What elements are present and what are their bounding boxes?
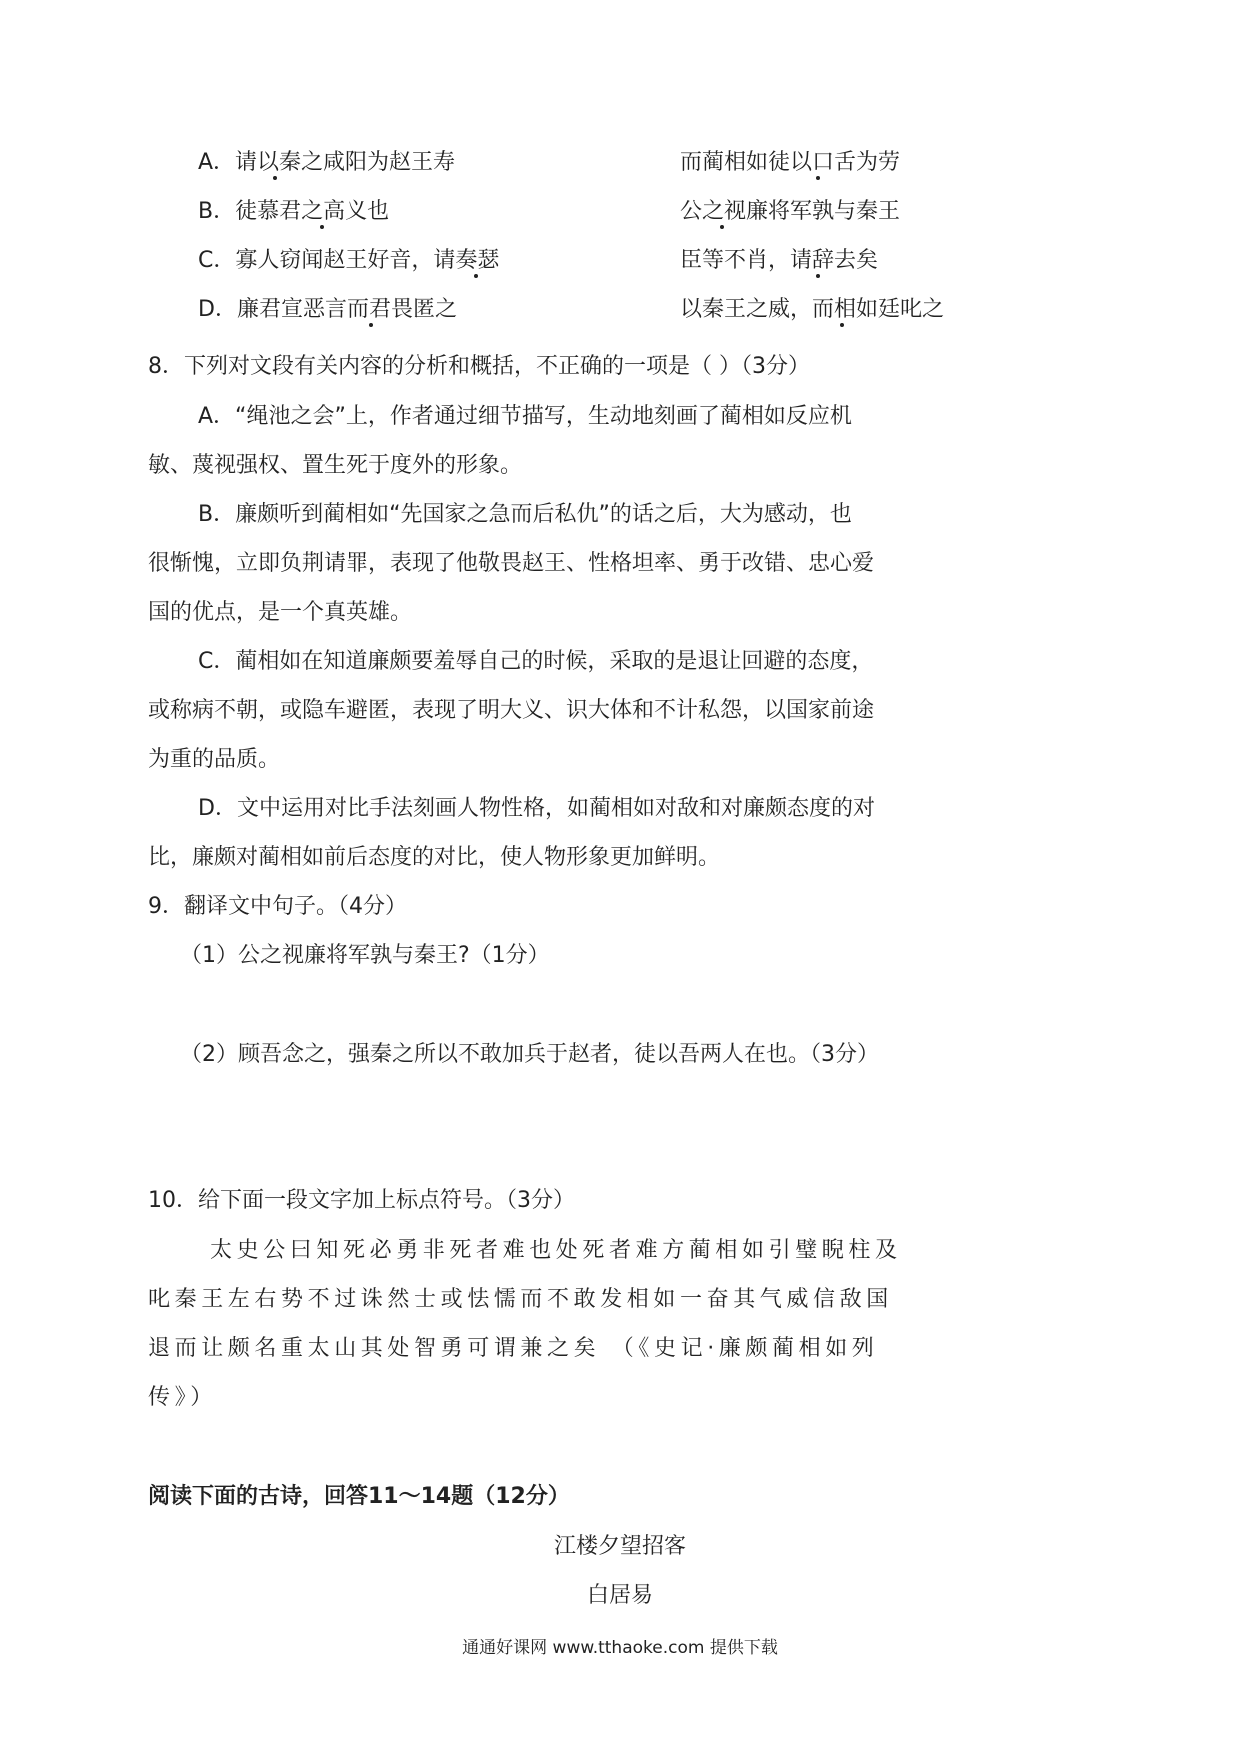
q8-option-c-line2: 或称病不朝，或隐车避匿，表现了明大义、识大体和不计私怨，以国家前途	[148, 698, 875, 723]
q8-option-a-line2: 敏、蔑视强权、置生死于度外的形象。	[148, 453, 523, 478]
poem-author: 白居易	[586, 1583, 653, 1608]
q8-option-a-line1: A．“绳池之会”上，作者通过细节描写，生动地刻画了蔺相如反应机	[198, 404, 852, 429]
q7-option-b-left: B．徒慕君之高义也	[198, 199, 390, 224]
page-footer: 通通好课网 www.tthaoke.com 提供下载	[462, 1638, 778, 1658]
q7-option-d-right: 以秦王之威，而相如廷叱之	[680, 297, 945, 322]
q10-text-line1: 太史公曰知死必勇非死者难也处死者难方蔺相如引璧睨柱及	[210, 1238, 902, 1263]
q10-text-line2: 叱秦王左右势不过诛然士或怯懦而不敢发相如一奋其气威信敌国	[148, 1287, 893, 1312]
q9-sentence-2: （2）顾吾念之，强秦之所以不敢加兵于赵者，徒以吾两人在也。（3分）	[180, 1042, 879, 1067]
q8-option-b-line2: 很惭愧，立即负荆请罪，表现了他敬畏赵王、性格坦率、勇于改错、忠心爱	[148, 551, 875, 576]
q8-option-b-line3: 国的优点，是一个真英雄。	[148, 600, 413, 625]
q8-option-c-line1: C．蔺相如在知道廉颇要羞辱自己的时候，采取的是退让回避的态度，	[198, 649, 874, 674]
q7-option-a-left: A．请以秦之咸阳为赵王寿	[198, 150, 456, 175]
q8-option-d-line1: D．文中运用对比手法刻画人物性格，如蔺相如对敌和对廉颇态度的对	[198, 796, 875, 821]
q10-text-line4: 传》）	[148, 1385, 217, 1410]
q8-option-d-line2: 比，廉颇对蔺相如前后态度的对比，使人物形象更加鲜明。	[148, 845, 721, 870]
emphasis-dots	[0, 0, 1240, 400]
q8-stem: 8．下列对文段有关内容的分析和概括，不正确的一项是（ ）（3分）	[148, 354, 810, 379]
q7-option-c-right: 臣等不肖，请辞去矣	[680, 248, 879, 273]
q9-sentence-1: （1）公之视廉将军孰与秦王?（1分）	[180, 943, 550, 968]
q10-stem: 10．给下面一段文字加上标点符号。（3分）	[148, 1188, 575, 1213]
q8-option-c-line3: 为重的品质。	[148, 747, 281, 772]
q8-option-b-line1: B．廉颇听到蔺相如“先国家之急而后私仇”的话之后，大为感动，也	[198, 502, 852, 527]
q7-option-a-right: 而蔺相如徒以口舌为劳	[680, 150, 901, 175]
q7-option-d-left: D．廉君宣恶言而君畏匿之	[198, 297, 457, 322]
q7-option-b-right: 公之视廉将军孰与秦王	[680, 199, 901, 224]
q9-stem: 9．翻译文中句子。（4分）	[148, 894, 407, 919]
poem-title: 江楼夕望招客	[553, 1534, 686, 1559]
q7-option-c-left: C．寡人窃闻赵王好音，请奏瑟	[198, 248, 500, 273]
q10-text-line3: 退而让颇名重太山其处智勇可谓兼之矣 （《史记·廉颇蔺相如列	[148, 1336, 879, 1361]
poem-section-heading: 阅读下面的古诗，回答11～14题（12分）	[148, 1484, 570, 1509]
